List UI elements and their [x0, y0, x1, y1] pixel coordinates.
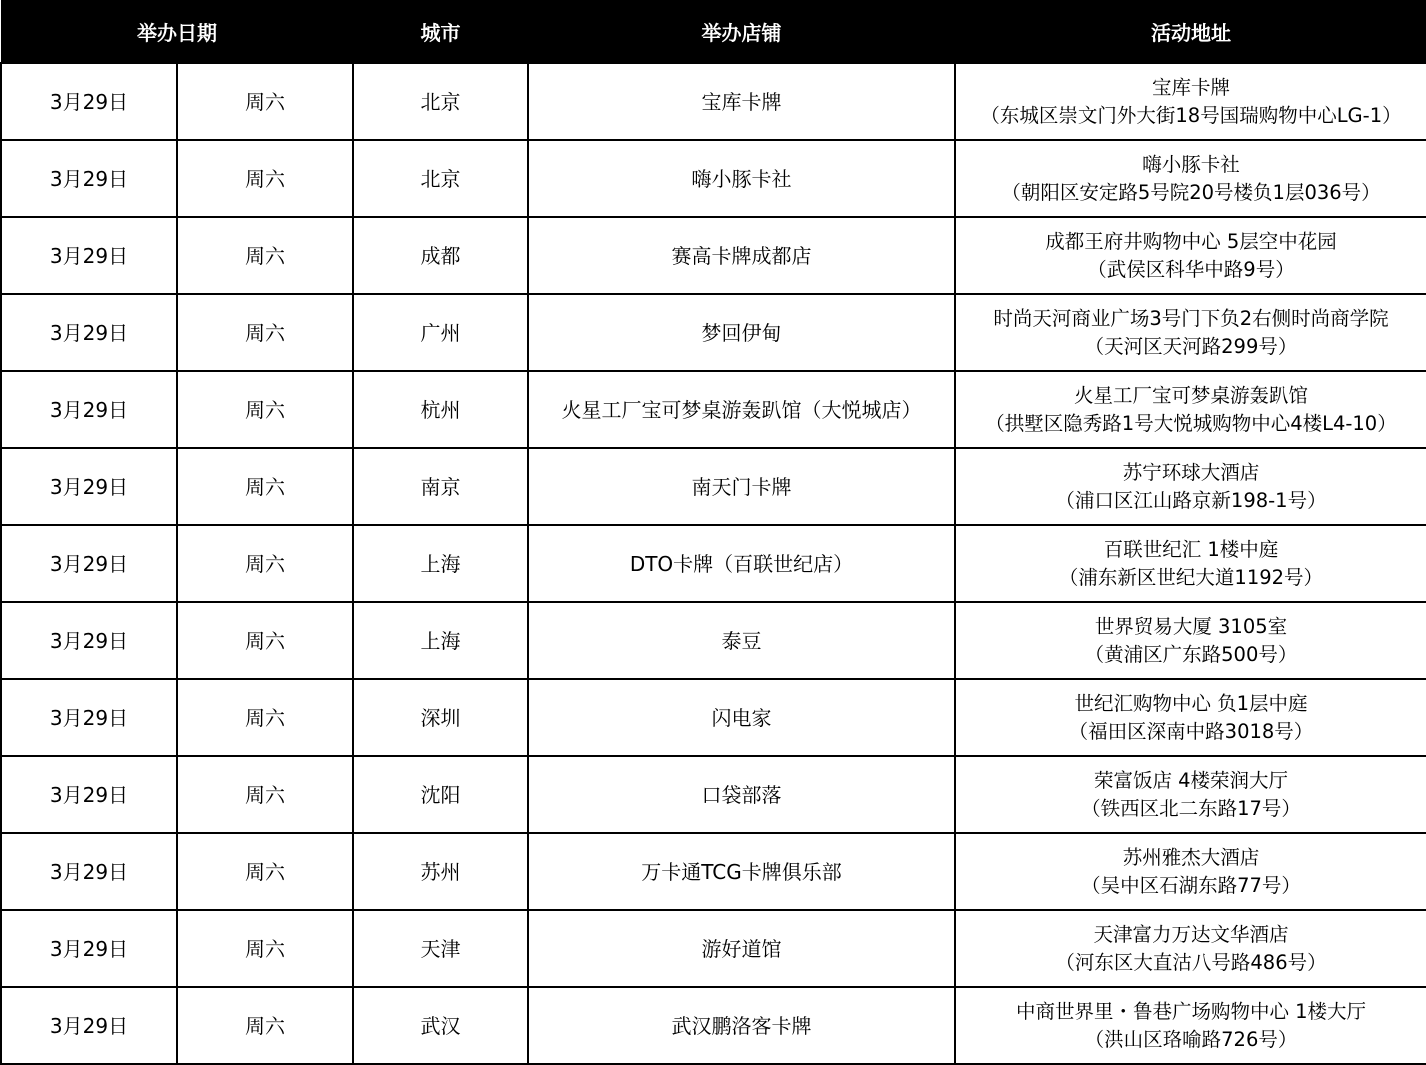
address-venue: 世纪汇购物中心 负1层中庭: [1074, 691, 1308, 715]
cell-weekday: 周六: [177, 679, 353, 756]
address-venue: 成都王府井购物中心 5层空中花园: [1045, 229, 1337, 253]
cell-address: [955, 833, 1426, 910]
cell-weekday: 周六: [177, 910, 353, 987]
address-venue: 荣富饭店 4楼荣润大厅: [1093, 768, 1289, 792]
cell-city: 天津: [353, 910, 528, 987]
cell-shop: 游好道馆: [528, 910, 955, 987]
cell-city: 广州: [353, 294, 528, 371]
cell-city: 南京: [353, 448, 528, 525]
cell-weekday: 周六: [177, 63, 353, 140]
cell-city: 武汉: [353, 987, 528, 1064]
cell-address: [955, 525, 1426, 602]
address-venue: 苏州雅杰大酒店: [1122, 845, 1260, 869]
cell-shop: DTO卡牌（百联世纪店）: [528, 525, 955, 602]
table-row: [1, 833, 1426, 910]
address-venue: 火星工厂宝可梦桌游轰趴馆: [1073, 383, 1308, 407]
table-row: [1, 294, 1426, 371]
cell-weekday: 周六: [177, 602, 353, 679]
table-row: [1, 987, 1426, 1064]
cell-shop: 口袋部落: [528, 756, 955, 833]
table-row: [1, 679, 1426, 756]
address-detail: （吴中区石湖东路77号）: [1081, 873, 1301, 897]
table-row: [1, 371, 1426, 448]
table-row: [1, 756, 1426, 833]
cell-shop: 武汉鹏洛客卡牌: [528, 987, 955, 1064]
cell-city: 成都: [353, 217, 528, 294]
table-row: [1, 525, 1426, 602]
address-venue: 百联世纪汇 1楼中庭: [1103, 537, 1279, 561]
address-venue: 天津富力万达文华酒店: [1093, 922, 1289, 946]
cell-city: 沈阳: [353, 756, 528, 833]
cell-date: 3月29日: [1, 679, 177, 756]
cell-address: [955, 448, 1426, 525]
cell-weekday: 周六: [177, 294, 353, 371]
cell-address: [955, 987, 1426, 1064]
cell-shop: 南天门卡牌: [528, 448, 955, 525]
cell-date: 3月29日: [1, 602, 177, 679]
address-detail: （河东区大直沽八号路486号）: [1055, 950, 1327, 974]
address-venue: 世界贸易大厦 3105室: [1094, 614, 1288, 638]
cell-address: [955, 602, 1426, 679]
cell-date: 3月29日: [1, 294, 177, 371]
cell-shop: 嗨小豚卡社: [528, 140, 955, 217]
address-detail: （福田区深南中路3018号）: [1068, 719, 1314, 743]
header-date: 举办日期: [1, 0, 353, 63]
header-row: [1, 0, 1426, 63]
address-detail: （朝阳区安定路5号院20号楼负1层036号）: [1001, 180, 1381, 204]
cell-date: 3月29日: [1, 140, 177, 217]
cell-date: 3月29日: [1, 756, 177, 833]
cell-date: 3月29日: [1, 448, 177, 525]
address-detail: （黄浦区广东路500号）: [1084, 642, 1298, 666]
cell-shop: 泰豆: [528, 602, 955, 679]
cell-date: 3月29日: [1, 217, 177, 294]
cell-shop: 万卡通TCG卡牌俱乐部: [528, 833, 955, 910]
cell-shop: 火星工厂宝可梦桌游轰趴馆（大悦城店）: [528, 371, 955, 448]
address-detail: （武侯区科华中路9号）: [1087, 257, 1295, 281]
address-venue: 嗨小豚卡社: [1142, 152, 1240, 176]
cell-shop: 闪电家: [528, 679, 955, 756]
address-venue: 中商世界里・鲁巷广场购物中心 1楼大厅: [1015, 999, 1367, 1023]
address-detail: （洪山区珞喻路726号）: [1084, 1027, 1298, 1051]
cell-weekday: 周六: [177, 217, 353, 294]
cell-weekday: 周六: [177, 987, 353, 1064]
table-row: [1, 140, 1426, 217]
cell-shop: 梦回伊甸: [528, 294, 955, 371]
address-detail: （浦口区江山路京新198-1号）: [1055, 488, 1327, 512]
cell-date: 3月29日: [1, 833, 177, 910]
table-row: [1, 448, 1426, 525]
header-shop: 举办店铺: [528, 0, 955, 63]
cell-city: 深圳: [353, 679, 528, 756]
cell-address: [955, 217, 1426, 294]
address-venue: 宝库卡牌: [1151, 75, 1230, 99]
cell-weekday: 周六: [177, 833, 353, 910]
table-row: [1, 910, 1426, 987]
cell-city: 北京: [353, 63, 528, 140]
table-row: [1, 217, 1426, 294]
cell-weekday: 周六: [177, 448, 353, 525]
address-detail: （铁西区北二东路17号）: [1081, 796, 1301, 820]
cell-weekday: 周六: [177, 525, 353, 602]
cell-date: 3月29日: [1, 371, 177, 448]
address-venue: 苏宁环球大酒店: [1122, 460, 1260, 484]
cell-city: 上海: [353, 525, 528, 602]
cell-weekday: 周六: [177, 756, 353, 833]
cell-address: [955, 294, 1426, 371]
cell-date: 3月29日: [1, 910, 177, 987]
cell-city: 杭州: [353, 371, 528, 448]
cell-city: 北京: [353, 140, 528, 217]
cell-address: [955, 140, 1426, 217]
table-body: [1, 63, 1426, 1064]
address-venue: 时尚天河商业广场3号门下负2右侧时尚商学院: [993, 306, 1389, 330]
cell-address: [955, 756, 1426, 833]
cell-shop: 宝库卡牌: [528, 63, 955, 140]
table-row: [1, 63, 1426, 140]
table-row: [1, 602, 1426, 679]
cell-date: 3月29日: [1, 63, 177, 140]
cell-date: 3月29日: [1, 525, 177, 602]
cell-weekday: 周六: [177, 371, 353, 448]
address-detail: （拱墅区隐秀路1号大悦城购物中心4楼L4-10）: [985, 411, 1397, 435]
cell-weekday: 周六: [177, 140, 353, 217]
cell-address: [955, 63, 1426, 140]
cell-date: 3月29日: [1, 987, 177, 1064]
cell-address: [955, 371, 1426, 448]
cell-shop: 赛高卡牌成都店: [528, 217, 955, 294]
address-detail: （浦东新区世纪大道1192号）: [1058, 565, 1324, 589]
header-city: 城市: [353, 0, 528, 63]
address-detail: （天河区天河路299号）: [1084, 334, 1298, 358]
cell-address: [955, 910, 1426, 987]
table-header: [1, 0, 1426, 63]
cell-address: [955, 679, 1426, 756]
cell-city: 上海: [353, 602, 528, 679]
cell-city: 苏州: [353, 833, 528, 910]
address-detail: （东城区崇文门外大街18号国瑞购物中心LG-1）: [980, 103, 1402, 127]
header-address: 活动地址: [955, 0, 1426, 63]
